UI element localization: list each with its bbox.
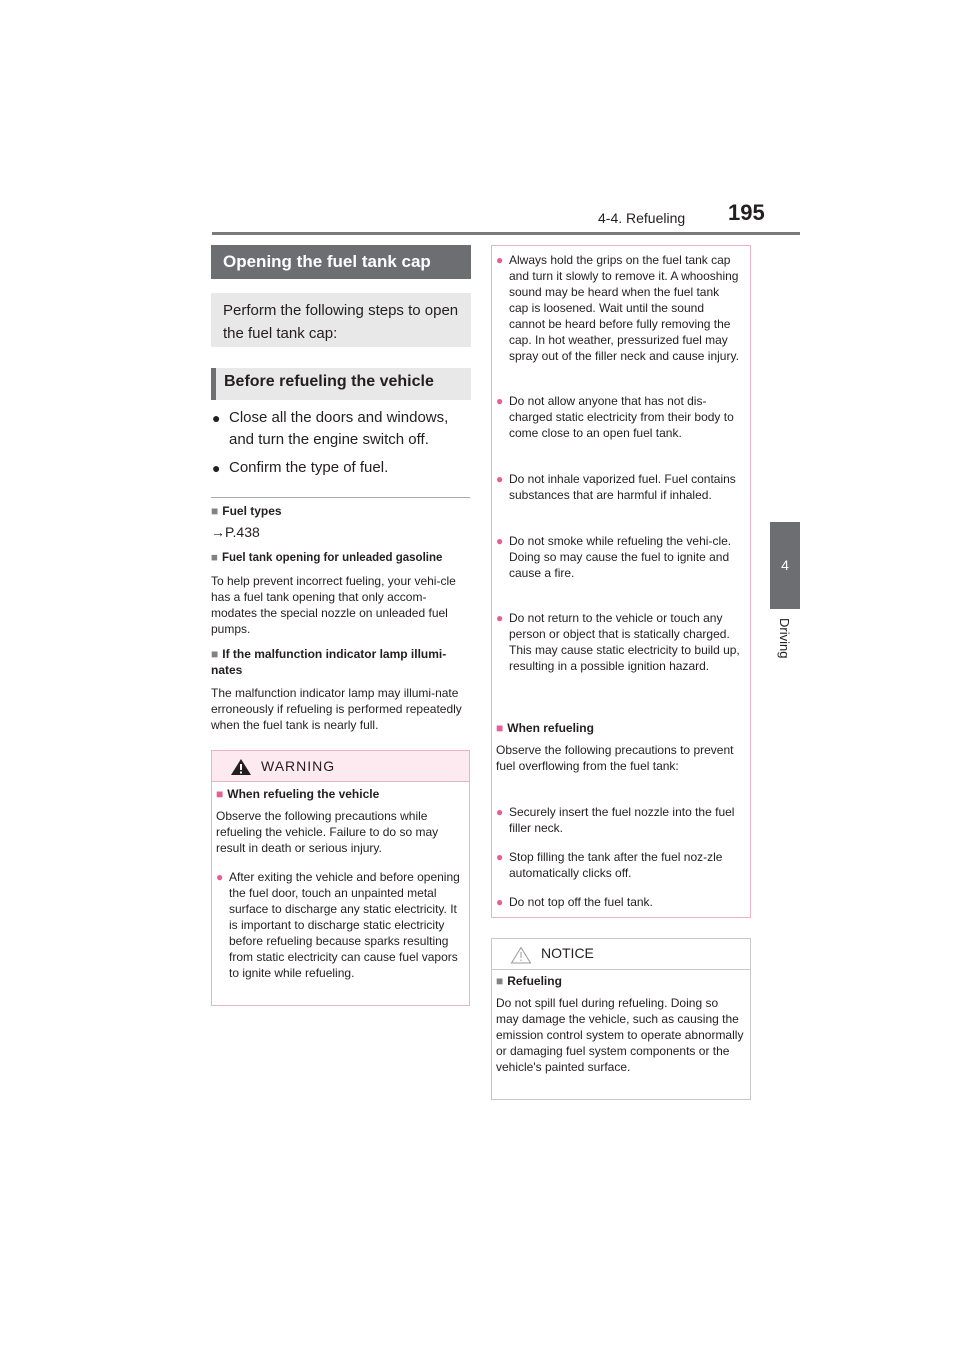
warning-item-text: Do not inhale vaporized fuel. Fuel contains substances that are harmful if inhaled. [509,472,736,502]
warning-item-text: Stop filling the tank after the fuel noz-zle automatically clicks off. [509,850,723,880]
tank-opening-heading [211,550,473,566]
opening-title: Opening the fuel tank cap [211,245,471,279]
bullet-icon: ● [496,394,504,408]
warning-subtitle: When refueling the vehicle [227,787,380,801]
bullet-icon: ● [212,460,221,476]
warning-continuation-box [491,245,751,918]
bullet-icon: ● [216,870,224,884]
warning-item [496,471,746,521]
warning-item [496,533,746,599]
tank-opening-title: Fuel tank opening for unleaded gasoline [221,552,443,564]
warning-item [496,252,746,382]
warning-item-text: Do not top off the fuel tank. [509,895,653,909]
warning-item [496,894,746,912]
bullet-icon: ● [212,410,221,426]
bullet-icon: ● [496,611,504,625]
bullet-icon: ● [496,805,504,819]
notice-subheading [496,973,746,989]
bullet-icon: ● [496,253,504,267]
bullet-icon: ● [496,472,504,486]
warning-header [212,751,469,782]
bullet-text: Close all the doors and windows, and turn the engine switch off. [229,409,449,448]
divider [211,497,470,498]
warning-item-text: Always hold the grips on the fuel tank cap and turn it slowly to remove it. A whooshing sound may be heard when the fuel tank cap is loosened. Wait until the sound cannot be heard before fully removing the cap. In hot weather, pressurized fuel may spray out of the filler neck and cause injury. [509,253,739,363]
warning-item-text: Do not return to the vehicle or touch any person or object that is statically charged. This may cause static electricity to build up, resulting in a possible ignition hazard. [509,611,740,673]
warning-item [216,869,466,999]
square-bullet-icon: ■ [216,787,224,801]
warning-label: WARNING [261,758,336,774]
notice-icon [510,946,532,964]
warning-item-text: Do not allow anyone that has not dis-charged static electricity from their body to come close to an open fuel tank. [509,394,734,440]
notice-box [491,938,751,1100]
square-bullet-icon: ■ [496,721,504,735]
chapter-label-text: Driving [777,618,792,659]
before-refueling-heading [211,368,471,400]
notice-body: Do not spill fuel during refueling. Doing so may damage the vehicle, such as causing the emission control system to operate abnormally or damaging fuel system components or the vehicle's painted surface. [496,996,744,1074]
square-bullet-icon: ■ [211,552,218,564]
warning-intro: Observe the following precautions while refueling the vehicle. Failure to do so may result in death or serious injury. [216,809,439,855]
before-refueling-title: Before refueling the vehicle [224,373,434,390]
bullet-icon: ● [496,534,504,548]
warning-item [496,804,746,838]
tank-opening-body: To help prevent incorrect fueling, your vehi-cle has a fuel tank opening that only accom-modates the special nozzle on unleaded fuel pumps. [211,574,456,636]
fuel-types-title: Fuel types [222,504,282,518]
bullet-icon: ● [496,895,504,909]
warning-subheading [216,786,466,802]
warning-item-text: After exiting the vehicle and before opening the fuel door, touch an unpainted metal surface to discharge any static electricity. It is important to discharge static electricity before refueling because sparks resulting from static electricity can cause fuel vapors to ignite while refueling. [229,870,460,980]
mil-title: If the malfunction indicator lamp illumi-nates [211,647,447,677]
mil-heading [211,646,471,678]
warning-icon [230,758,252,776]
notice-subtitle: Refueling [507,974,562,988]
fuel-types-heading [211,503,471,519]
bullet-text: Confirm the type of fuel. [229,459,389,476]
header-rule [212,232,800,235]
notice-label: NOTICE [541,945,594,961]
warning-item-text: Securely insert the fuel nozzle into the fuel filler neck. [509,805,735,835]
bullet-icon: ● [496,850,504,864]
warning-item [496,610,746,692]
warning-item [496,849,746,883]
chapter-label [770,618,800,678]
fuel-types-reference: →P.438 [211,524,260,540]
heading-stripe [211,368,216,400]
square-bullet-icon: ■ [211,504,219,518]
bullet-item [212,457,472,481]
when-refueling-heading [496,720,746,736]
warning-item-text: Do not smoke while refueling the vehi-cle. Doing so may cause the fuel to ignite and cause a fire. [509,534,732,580]
notice-header [492,939,750,970]
chapter-tab: 4 [770,522,800,609]
when-refueling-intro: Observe the following precautions to prevent fuel overflowing from the fuel tank: [496,743,734,773]
mil-body: The malfunction indicator lamp may illumi-nate erroneously if refueling is performed repeatedly when the fuel tank is nearly full. [211,686,462,732]
square-bullet-icon: ■ [496,974,504,988]
when-refueling-title: When refueling [507,721,594,735]
section-title: 4-4. Refueling [598,210,686,226]
bullet-item [212,407,472,453]
square-bullet-icon: ■ [211,647,219,661]
warning-box [211,750,470,1006]
page-number: 195 [728,200,765,225]
intro-box: Perform the following steps to open the fuel tank cap: [211,293,471,347]
warning-item [496,393,746,459]
